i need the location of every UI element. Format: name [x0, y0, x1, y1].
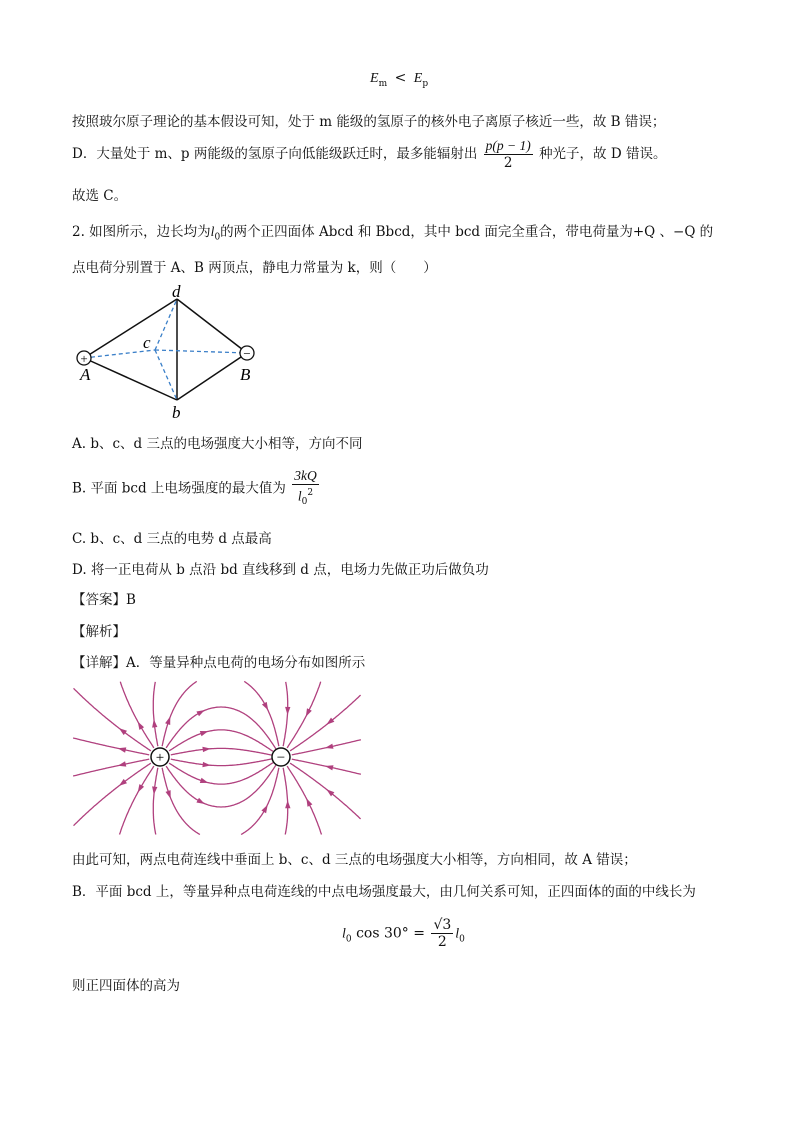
edge-cb	[155, 350, 177, 400]
option-a: A. b、c、d 三点的电场强度大小相等，方向不同	[72, 436, 363, 452]
fraction-max-field: $\frac{3kQ}{l_0^2}$	[294, 468, 317, 508]
field-arrow	[325, 765, 334, 770]
plus-sign: +	[80, 351, 88, 366]
fraction-photon-count: $\frac{p(p - 1)}{2}$	[485, 138, 531, 171]
field-arrow	[196, 798, 204, 804]
field-arrow	[306, 798, 312, 807]
field-arrow	[306, 708, 312, 717]
field-arrow	[166, 790, 171, 799]
tetrahedron-figure	[70, 282, 270, 422]
question-2-line-1: 2. 如图所示，边长均为$l_0$的两个正四面体 Abcd 和 Bbcd，其中 bcd 面完全重合，带电荷量为+Q 、−Q 的	[72, 224, 714, 243]
height-line: 则正四面体的高为	[72, 978, 180, 994]
minus-sign: −	[276, 750, 286, 766]
field-arrow	[200, 731, 209, 736]
field-line	[153, 682, 158, 746]
analysis-tag: 【解析】	[72, 624, 126, 640]
minus-sign: −	[243, 346, 251, 361]
paragraph-option-d-analysis: D．大量处于 m、p 两能级的氢原子向低能级跃迁时，最多能辐射出 $\frac{p(p - 1)}{2}$ 种光子，故 D 错误。	[72, 138, 667, 171]
field-line	[120, 682, 154, 748]
option-b-analysis: B．平面 bcd 上，等量异种点电荷连线的中点电场强度最大，由几何关系可知，正四面体的面的中线长为	[72, 884, 696, 900]
conclusion-a: 由此可知，两点电荷连线中垂面上 b、c、d 三点的电场强度大小相等，方向相同，故 A 错误；	[72, 852, 637, 868]
field-line	[153, 768, 158, 835]
paragraph-bohr: 按照玻尔原子理论的基本假设可知，处于 m 能级的氢原子的核外电子离原子核近一些，故 B 错误；	[72, 114, 666, 130]
field-arrow	[261, 805, 267, 813]
option-c: C. b、c、d 三点的电势 d 点最高	[72, 531, 272, 547]
fraction-sqrt3-over-2: $\frac{√3}{2}$	[433, 917, 452, 950]
field-lines-figure	[68, 678, 368, 838]
field-arrow	[196, 710, 204, 716]
edge-cB	[155, 350, 247, 353]
field-arrow	[262, 702, 268, 710]
field-line	[73, 738, 149, 755]
field-line	[171, 748, 272, 755]
edge-Ab	[84, 358, 177, 400]
edge-bB	[177, 353, 247, 400]
field-line	[283, 768, 288, 835]
field-arrow	[325, 744, 334, 749]
plus-sign: +	[155, 750, 165, 766]
field-arrow	[138, 784, 144, 792]
answer-tag: 【答案】B	[72, 592, 136, 608]
field-arrow	[118, 761, 127, 766]
paragraph-choose-c: 故选 C。	[72, 188, 128, 204]
label-A: A	[80, 365, 91, 384]
field-line	[287, 766, 321, 834]
field-line	[120, 766, 154, 834]
field-arrow	[152, 786, 157, 794]
field-line	[283, 682, 288, 746]
label-c: c	[143, 333, 151, 352]
field-arrow	[152, 719, 157, 727]
field-arrow	[200, 778, 209, 783]
label-b: b	[172, 403, 181, 422]
question-2-line-2: 点电荷分别置于 A、B 两顶点，静电力常量为 k，则（ ）	[72, 260, 437, 276]
field-arrow	[285, 800, 290, 808]
field-line	[73, 759, 149, 776]
edge-Ad	[84, 299, 177, 358]
edge-dB	[177, 299, 247, 353]
option-b: B. 平面 bcd 上电场强度的最大值为 $\frac{3kQ}{l_0^2}$	[72, 468, 321, 510]
field-arrow	[118, 747, 127, 752]
field-arrow	[138, 722, 144, 730]
option-d: D. 将一正电荷从 b 点沿 bd 直线移到 d 点，电场力先做正功后做负功	[72, 562, 489, 578]
equation-median-length: $l_0$ cos 30° = $\frac{√3}{2}$ $l_0$	[342, 917, 465, 950]
field-arrow	[165, 716, 170, 725]
detail-line: 【详解】A．等量异种点电荷的电场分布如图所示	[72, 655, 366, 671]
equation-energy-compare: $E_m < E_p$	[370, 70, 429, 89]
field-line	[162, 681, 197, 746]
label-B: B	[240, 365, 251, 384]
label-d: d	[172, 282, 181, 301]
field-arrow	[285, 707, 290, 715]
field-line	[171, 759, 272, 766]
field-line	[287, 682, 321, 748]
